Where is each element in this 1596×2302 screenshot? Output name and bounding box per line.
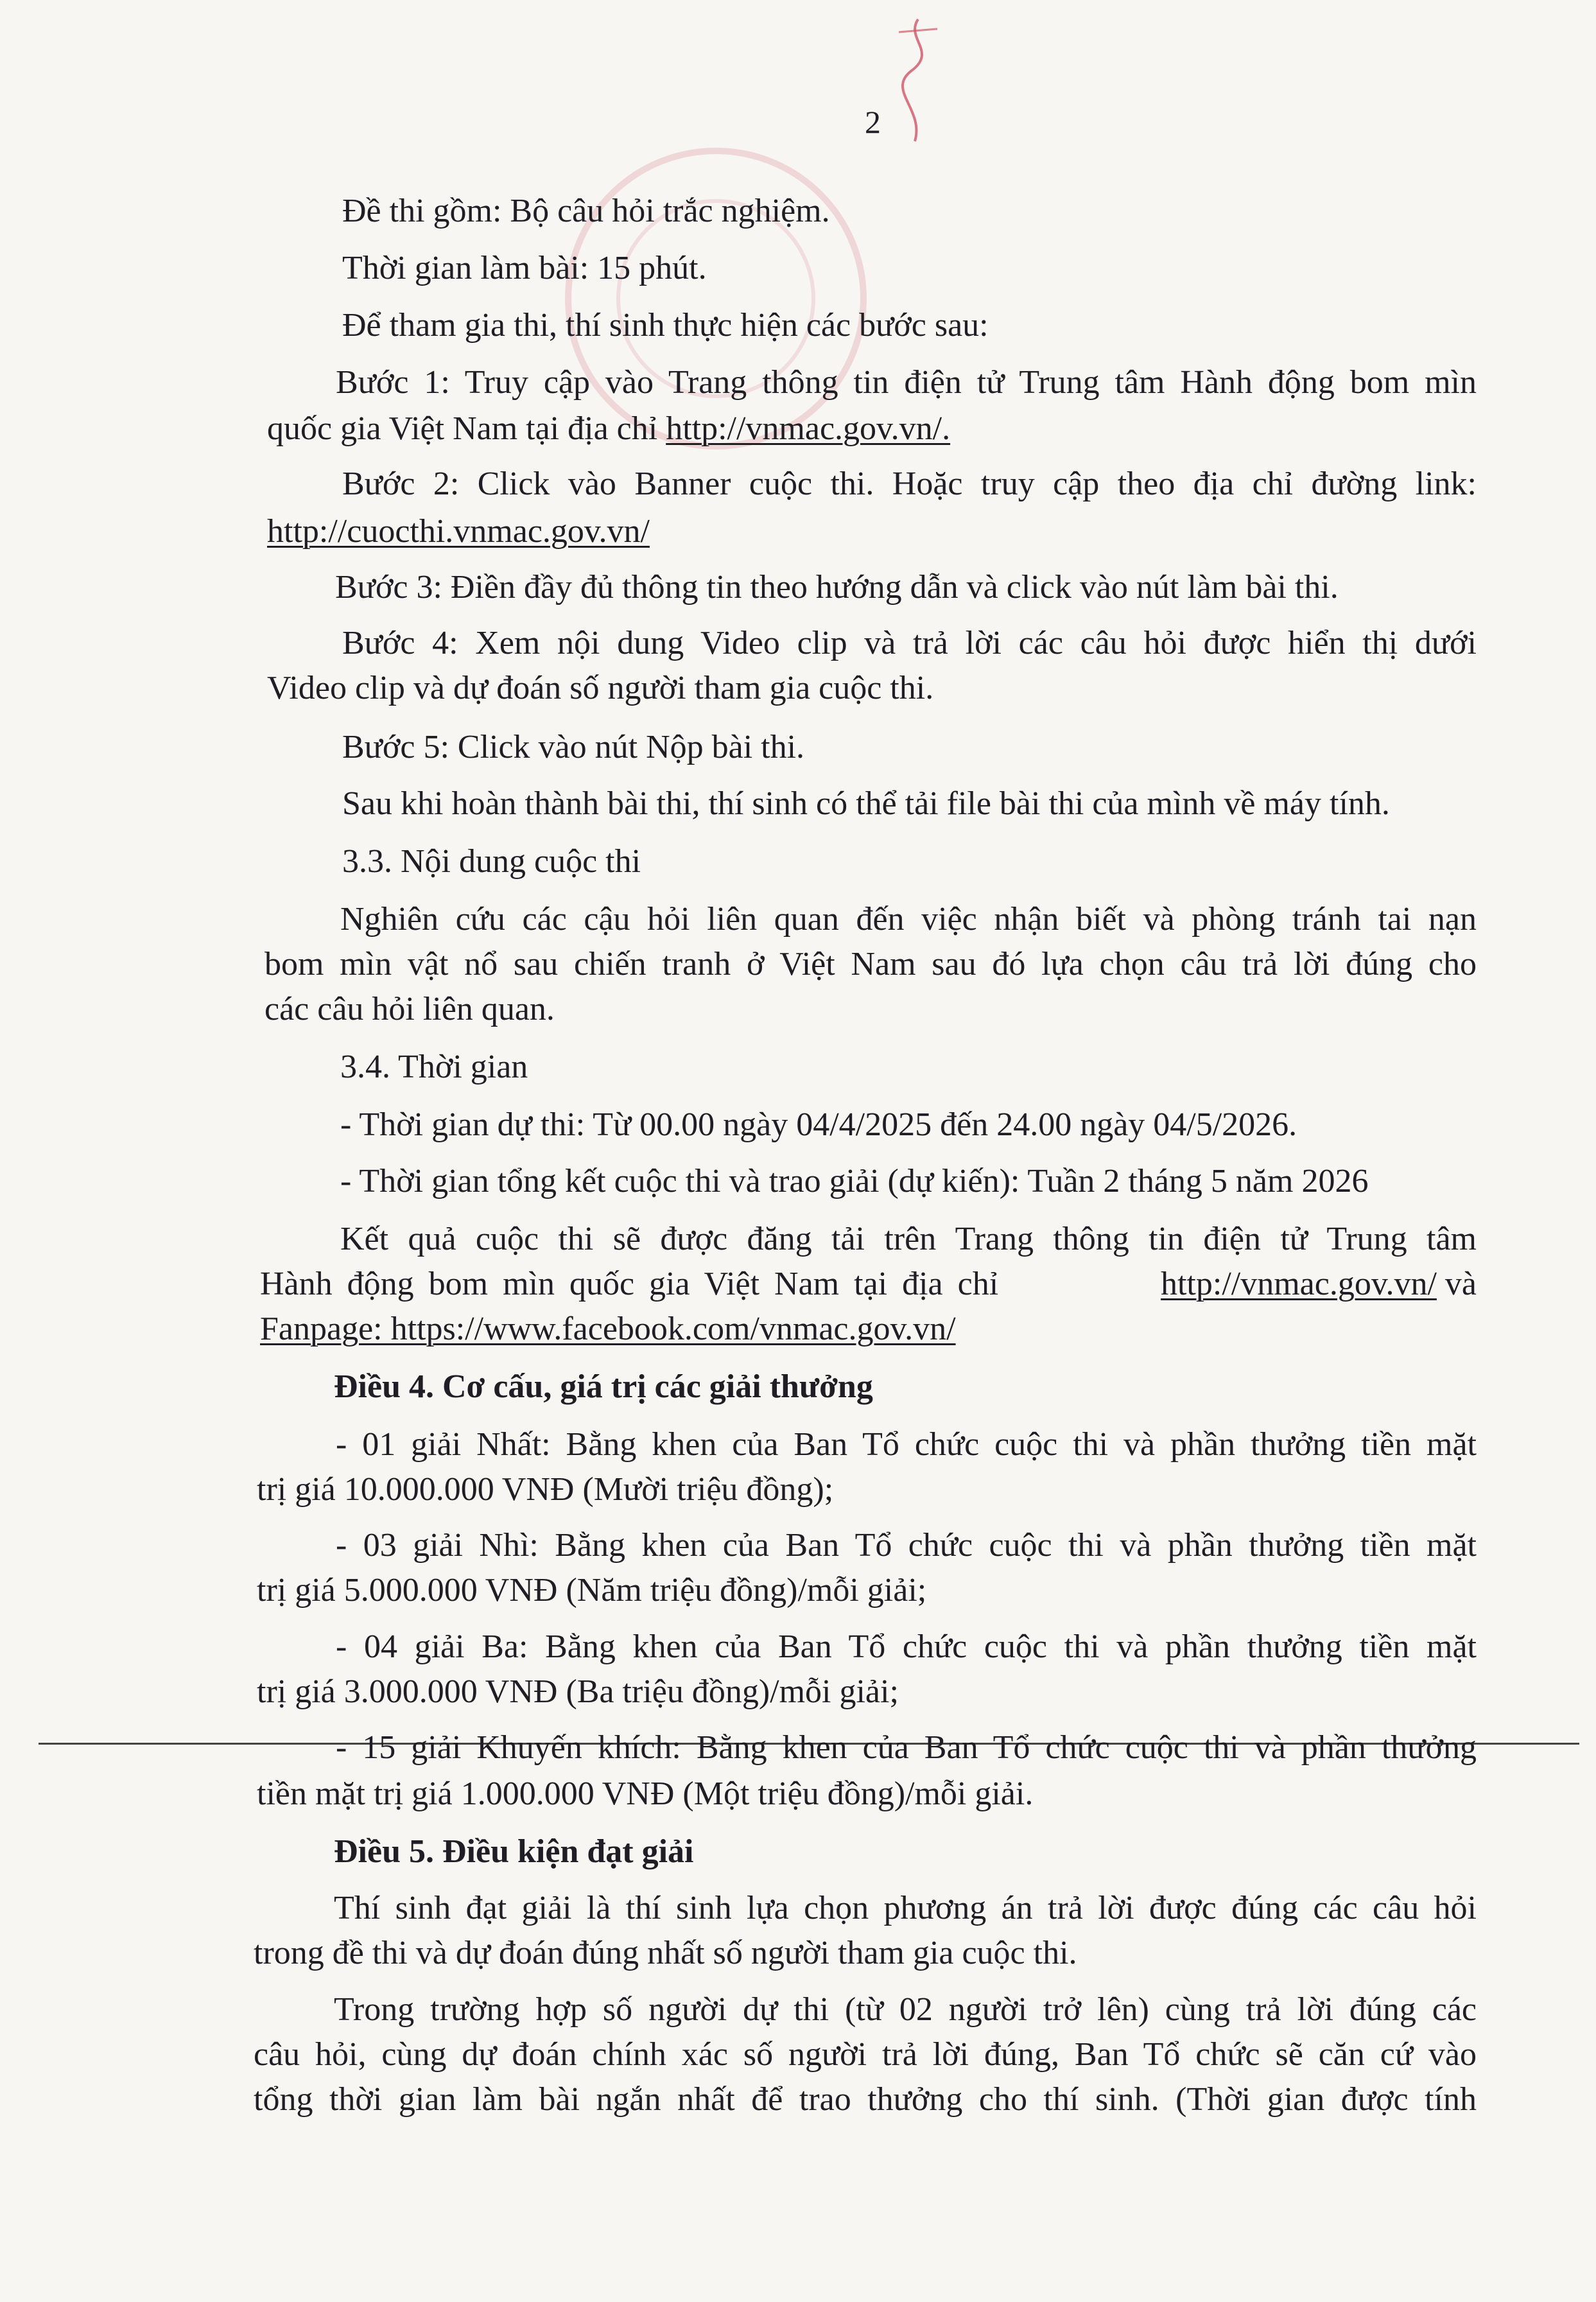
- vnmac-link[interactable]: http://vnmac.gov.vn/.: [666, 410, 951, 447]
- first-prize-line-2: trị giá 10.000.000 VNĐ (Mười triệu đồng);: [257, 1471, 834, 1508]
- second-prize-line-2: trị giá 5.000.000 VNĐ (Năm triệu đồng)/mỗi giải;: [257, 1572, 927, 1609]
- condition-para-2-line-1: Trong trường hợp số người dự thi (từ 02 người trở lên) cùng trả lời đúng các: [334, 1991, 1477, 2028]
- encouragement-prize-line-2: tiền mặt trị giá 1.000.000 VNĐ (Một triệu đồng)/mỗi giải.: [257, 1775, 1034, 1812]
- vnmac-link-2[interactable]: http://vnmac.gov.vn/: [1160, 1266, 1437, 1302]
- step-1-line-2: [267, 408, 1487, 449]
- step-3-line: Bước 3: Điền đầy đủ thông tin theo hướng dẫn và click vào nút làm bài thi.: [335, 569, 1339, 606]
- content-para-line-3: các câu hỏi liên quan.: [265, 991, 555, 1027]
- results-line-2: [260, 1264, 1477, 1305]
- page-number: 2: [865, 104, 881, 140]
- third-prize-line-1: - 04 giải Ba: Bằng khen của Ban Tổ chức cuộc thi và phần thưởng tiền mặt: [336, 1628, 1477, 1665]
- encouragement-prize-line-1: - 15 giải Khuyến khích: Bằng khen của Ban Tổ chức cuộc thi và phần thưởng: [336, 1729, 1477, 1766]
- results-line-1: Kết quả cuộc thi sẽ được đăng tải trên Trang thông tin điện tử Trung tâm: [340, 1221, 1477, 1257]
- condition-para-1-line-1: Thí sinh đạt giải là thí sinh lựa chọn phương án trả lời được đúng các câu hỏi: [334, 1890, 1477, 1926]
- condition-para-2-line-2: câu hỏi, cùng dự đoán chính xác số người trả lời đúng, Ban Tổ chức sẽ căn cứ vào: [254, 2036, 1477, 2073]
- fanpage-link[interactable]: Fanpage: https://www.facebook.com/vnmac.gov.vn/: [260, 1311, 956, 1347]
- results-and: và: [1436, 1266, 1477, 1302]
- step-5-line: Bước 5: Click vào nút Nộp bài thi.: [342, 729, 805, 765]
- exam-format-line: Đề thi gồm: Bộ câu hỏi trắc nghiệm.: [342, 193, 830, 229]
- first-prize-line-1: - 01 giải Nhất: Bằng khen của Ban Tổ chức cuộc thi và phần thưởng tiền mặt: [336, 1426, 1477, 1463]
- content-para-line-1: Nghiên cứu các cậu hỏi liên quan đến việc nhận biết và phòng tránh tai nạn: [340, 901, 1477, 937]
- contest-link[interactable]: http://cuocthi.vnmac.gov.vn/: [267, 513, 650, 550]
- section-3-3-heading: 3.3. Nội dung cuộc thi: [342, 843, 641, 880]
- second-prize-line-1: - 03 giải Nhì: Bằng khen của Ban Tổ chức cuộc thi và phần thưởng tiền mặt: [336, 1527, 1477, 1564]
- award-time-line: - Thời gian tổng kết cuộc thi và trao giải (dự kiến): Tuần 2 tháng 5 năm 2026: [340, 1163, 1369, 1199]
- download-note-line: Sau khi hoàn thành bài thi, thí sinh có thể tải file bài thi của mình về máy tính.: [342, 785, 1390, 822]
- article-4-heading: Điều 4. Cơ cấu, giá trị các giải thưởng: [334, 1368, 873, 1405]
- section-3-4-heading: 3.4. Thời gian: [340, 1049, 528, 1085]
- condition-para-2-line-3: tổng thời gian làm bài ngắn nhất để trao thưởng cho thí sinh. (Thời gian được tính: [254, 2081, 1477, 2118]
- exam-duration-line: Thời gian làm bài: 15 phút.: [342, 250, 707, 286]
- step-4-line-1: Bước 4: Xem nội dung Video clip và trả lời các câu hỏi được hiển thị dưới: [342, 625, 1477, 661]
- condition-para-1-line-2: trong đề thi và dự đoán đúng nhất số người tham gia cuộc thi.: [254, 1935, 1077, 1971]
- steps-intro-line: Để tham gia thi, thí sinh thực hiện các bước sau:: [342, 307, 989, 344]
- step-1-line-1: Bước 1: Truy cập vào Trang thông tin điện tử Trung tâm Hành động bom mìn: [336, 364, 1477, 401]
- third-prize-line-2: trị giá 3.000.000 VNĐ (Ba triệu đồng)/mỗi giải;: [257, 1673, 899, 1710]
- content-para-line-2: bom mìn vật nổ sau chiến tranh ở Việt Nam sau đó lựa chọn câu trả lời đúng cho: [265, 946, 1477, 982]
- step-2-line-1: Bước 2: Click vào Banner cuộc thi. Hoặc truy cập theo địa chỉ đường link:: [342, 466, 1477, 502]
- step-1-text: quốc gia Việt Nam tại địa chỉ: [267, 410, 666, 447]
- results-text: Hành động bom mìn quốc gia Việt Nam tại địa chỉ: [260, 1266, 1014, 1302]
- step-4-line-2: Video clip và dự đoán số người tham gia cuộc thi.: [267, 670, 934, 706]
- handwritten-mark-icon: [880, 13, 957, 167]
- contest-period-line: - Thời gian dự thi: Từ 00.00 ngày 04/4/2025 đến 24.00 ngày 04/5/2026.: [340, 1106, 1297, 1143]
- article-5-heading: Điều 5. Điều kiện đạt giải: [334, 1833, 694, 1870]
